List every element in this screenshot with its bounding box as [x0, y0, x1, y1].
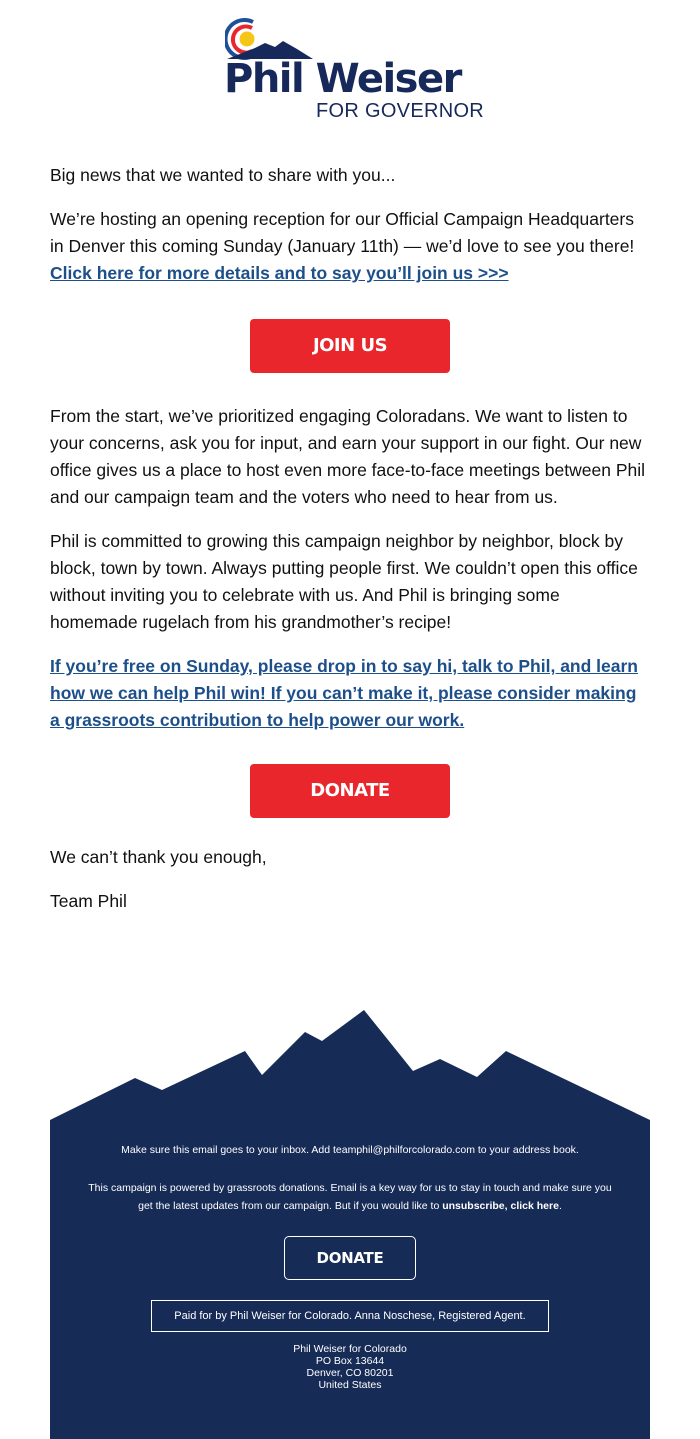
intro-text: Big news that we wanted to share with you... [50, 165, 396, 185]
paid-for-disclaimer: Paid for by Phil Weiser for Colorado. Anna Noschese, Registered Agent. [151, 1300, 549, 1332]
details-link[interactable]: Click here for more details and to say you’ll join us >>> [50, 263, 509, 283]
paragraph-engaging: From the start, we’ve prioritized engaging Coloradans. We want to listen to your concerns, ask you for input, and earn your support in our fight. Our new office gives us a place to host even more face-to-face meetings between Phil and our campaign team and the voters who need to hear from us. [50, 406, 646, 507]
mountain-silhouette-icon [0, 1000, 700, 1122]
address-line-2: PO Box 13644 [315, 1355, 385, 1367]
join-button-wrap [50, 319, 650, 373]
inbox-note: Make sure this email goes to your inbox. Add teamphil@philforcolorado.com to your address book. [121, 1144, 579, 1156]
unsubscribe-link[interactable]: unsubscribe, click here [442, 1200, 559, 1212]
footer-donate-button[interactable]: DONATE [284, 1236, 416, 1280]
paragraph-donate-link [50, 653, 650, 734]
closing-text: We can’t thank you enough, [50, 847, 267, 867]
join-us-button[interactable]: JOIN US [250, 319, 450, 373]
address-line-3: Denver, CO 80201 [306, 1367, 394, 1379]
paragraph-committed: Phil is committed to growing this campaign neighbor by neighbor, block by block, town by town. Always putting people first. We couldn’t open this office without inviting you to celebrate with us. And Phil is bringing some homemade rugelach from his grandmother’s recipe! [50, 531, 638, 632]
logo-subtitle: FOR GOVERNOR [316, 100, 485, 122]
sunday-donate-link[interactable]: If you’re free on Sunday, please drop in to say hi, talk to Phil, and learn how we can help Phil win! If you can’t make it, please consider making a grassroots contribution to help power our work. [50, 656, 638, 730]
reception-text: We’re hosting an opening reception for our Official Campaign Headquarters in Denver this coming Sunday (January 11th) — we’d love to see you there! [50, 209, 635, 256]
signature-text: Team Phil [50, 891, 127, 911]
email-body [50, 0, 650, 915]
donate-button-wrap [50, 764, 650, 818]
grassroots-text: This campaign is powered by grassroots donations. Email is a key way for us to stay in touch and make sure you get the latest updates from our campaign. But if you would like to [88, 1182, 612, 1212]
paragraph-reception [50, 206, 650, 287]
colorado-c-mountain-logo-icon [225, 18, 315, 60]
footer [50, 1120, 650, 1439]
address-line-4: United States [318, 1379, 382, 1391]
campaign-logo [50, 0, 650, 135]
grassroots-note [85, 1179, 615, 1215]
address-line-1: Phil Weiser for Colorado [293, 1343, 407, 1355]
mailing-address [50, 1343, 650, 1391]
unsubscribe-suffix: . [558, 1200, 562, 1212]
logo-name: Phil Weiser [224, 56, 461, 102]
donate-button[interactable]: DONATE [250, 764, 450, 818]
